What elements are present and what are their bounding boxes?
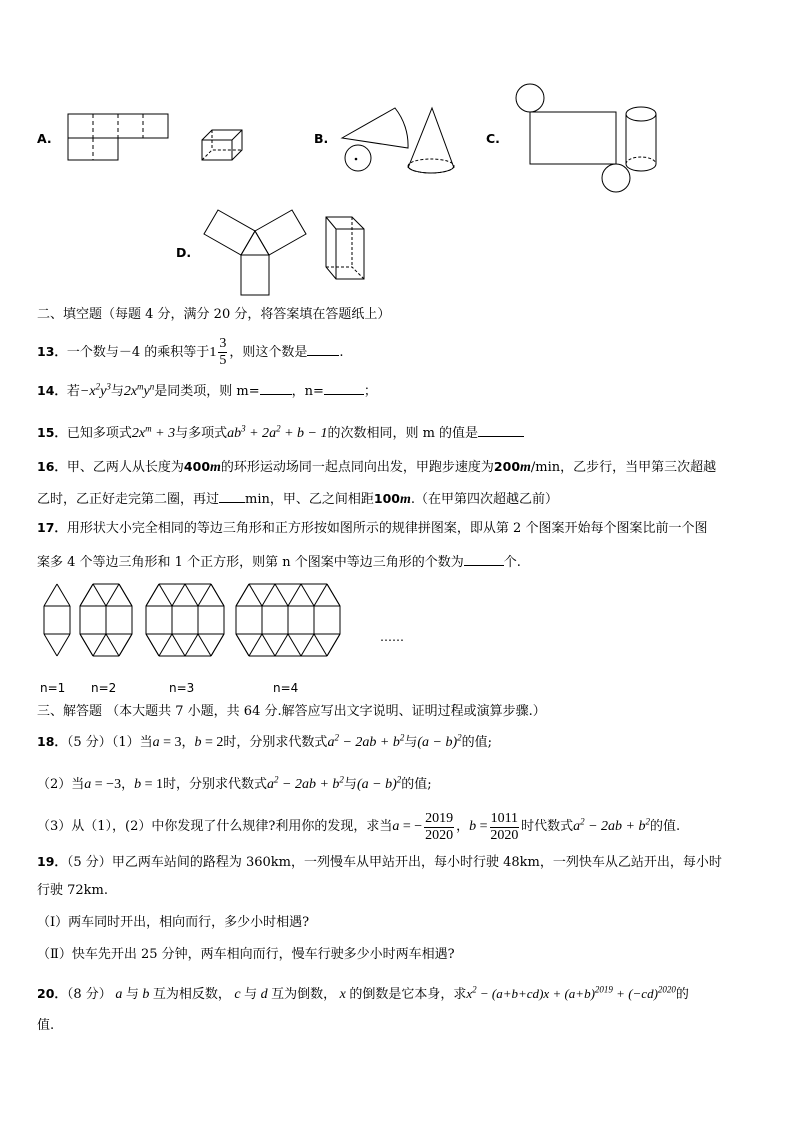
q17-answer-blank[interactable]	[464, 551, 504, 566]
q14-term1: $-x^2y^3$	[79, 381, 111, 399]
question-14: 14．若$-x^2y^3$与$2x^my^n$是同类项，则 m= ，n= ；	[37, 381, 377, 399]
section3-heading: 三、解答题 （本大题共 7 小题，共 64 分.解答应写出文字说明、证明过程或演算步骤.）	[37, 704, 546, 719]
q14-n-blank[interactable]	[324, 380, 364, 395]
option-d-figure	[200, 205, 375, 300]
question-16-line2: 乙时，乙正好走完第二圈，再过 min，甲、乙之间相距100m.（在甲第四次超越乙前）	[37, 488, 558, 509]
option-c-label: C.	[486, 131, 500, 146]
q17-number: 17．	[37, 520, 67, 535]
q19-number: 19．	[37, 854, 67, 869]
q13-number: 13．	[37, 344, 67, 359]
q17-dots: ……	[380, 630, 404, 644]
q17-label-n1: n=1	[40, 681, 66, 695]
q16-number: 16．	[37, 459, 67, 474]
q17-label-n2: n=2	[91, 681, 117, 695]
question-17-line1: 17．用形状大小完全相同的等边三角形和正方形按如图所示的规律拼图案，即从第 2 个图案开始每个图案比前一个图	[37, 520, 708, 536]
q17-label-n3: n=3	[169, 681, 195, 695]
question-18-part3: （3）从（1），(2）中你发现了什么规律?利用你的发现，求当 a = − $\frac{2019}{2020}$ ， b = $\frac{1011}{2020}$ 时代数式 $a^2 - 2ab + b^2$ 的值.	[37, 810, 681, 843]
option-b-label: B.	[314, 131, 329, 146]
q20-number: 20．	[37, 986, 67, 1001]
option-b-figure	[340, 104, 460, 176]
q17-pattern-figure	[40, 580, 340, 662]
q14-m-blank[interactable]	[260, 380, 292, 395]
question-19-line1: 19．（5 分）甲乙两车站间的路程为 360km，一列慢车从甲站开出，每小时行驶 48km，一列快车从乙站开出，每小时	[37, 854, 722, 870]
q13-answer-blank[interactable]	[307, 341, 339, 356]
q15-answer-blank[interactable]	[478, 422, 524, 437]
q13-fraction: $\frac{3}{5}$	[219, 336, 227, 368]
question-17-line2: 案多 4 个等边三角形和 1 个正方形，则第 n 个图案中等边三角形的个数为 个.	[37, 551, 521, 572]
question-19-part-i: （Ⅰ）两车同时开出，相向而行，多少小时相遇?	[37, 915, 310, 930]
question-15: 15．已知多项式$2x^m + 3$与多项式$ab^3 + 2a^2 + b - 1$的次数相同，则 m 的值是	[37, 422, 524, 443]
section2-heading: 二、填空题（每题 4 分，满分 20 分，将答案填在答题纸上）	[37, 307, 391, 322]
option-a-figure	[66, 114, 251, 164]
question-20-line1: 20．（8 分） a 与 b 互为相反数， c 与 d 互为倒数， x 的倒数是它本身，求$x^2 - (a+b+cd)x + (a+b)^{2019} + (-cd)^{2020}$的	[37, 984, 689, 1002]
question-16-line1: 16．甲、乙两人从长度为400m的环形运动场同一起点同向出发，甲跑步速度为200m/min，乙步行，当甲第三次超越	[37, 459, 717, 475]
q13-text2: ，则这个数是	[229, 345, 308, 360]
q13-text1: 一个数与－4 的乘积等于	[66, 345, 210, 360]
q18-frac-a: $\frac{2019}{2020}$	[425, 810, 454, 843]
question-13: 13．一个数与－4 的乘积等于1 $\frac{3}{5}$ ，则这个数是 .	[37, 336, 344, 368]
question-18-part2: （2）当a = −3，b = 1时，分别求代数式$a^2 - 2ab + b^2$与$(a - b)^2$的值;	[37, 774, 432, 792]
option-a-label: A.	[37, 131, 52, 146]
q18-number: 18．	[37, 734, 67, 749]
q15-poly2: $ab^3 + 2a^2 + b - 1$	[227, 423, 328, 441]
q14-term2: $2x^my^n$	[123, 381, 155, 399]
q18-frac-b: $\frac{1011}{2020}$	[490, 810, 519, 843]
q14-number: 14．	[37, 383, 67, 398]
question-20-line2: 值.	[37, 1018, 55, 1033]
q15-number: 15．	[37, 425, 67, 440]
q13-mixed-whole: 1	[209, 345, 217, 360]
option-c-figure	[514, 84, 664, 194]
question-18-part1: 18．（5 分）（1）当a = 3，b = 2时，分别求代数式$a^2 - 2ab + b^2$与$(a - b)^2$的值;	[37, 732, 493, 750]
q15-poly1: $2x^m + 3$	[131, 423, 176, 441]
question-19-part-ii: （Ⅱ）快车先开出 25 分钟，两车相向而行，慢车行驶多少小时两车相遇?	[37, 947, 455, 962]
question-19-line2: 行驶 72km.	[37, 883, 109, 898]
option-d-label: D.	[176, 245, 192, 260]
q17-label-n4: n=4	[273, 681, 299, 695]
q16-answer-blank[interactable]	[219, 488, 245, 503]
